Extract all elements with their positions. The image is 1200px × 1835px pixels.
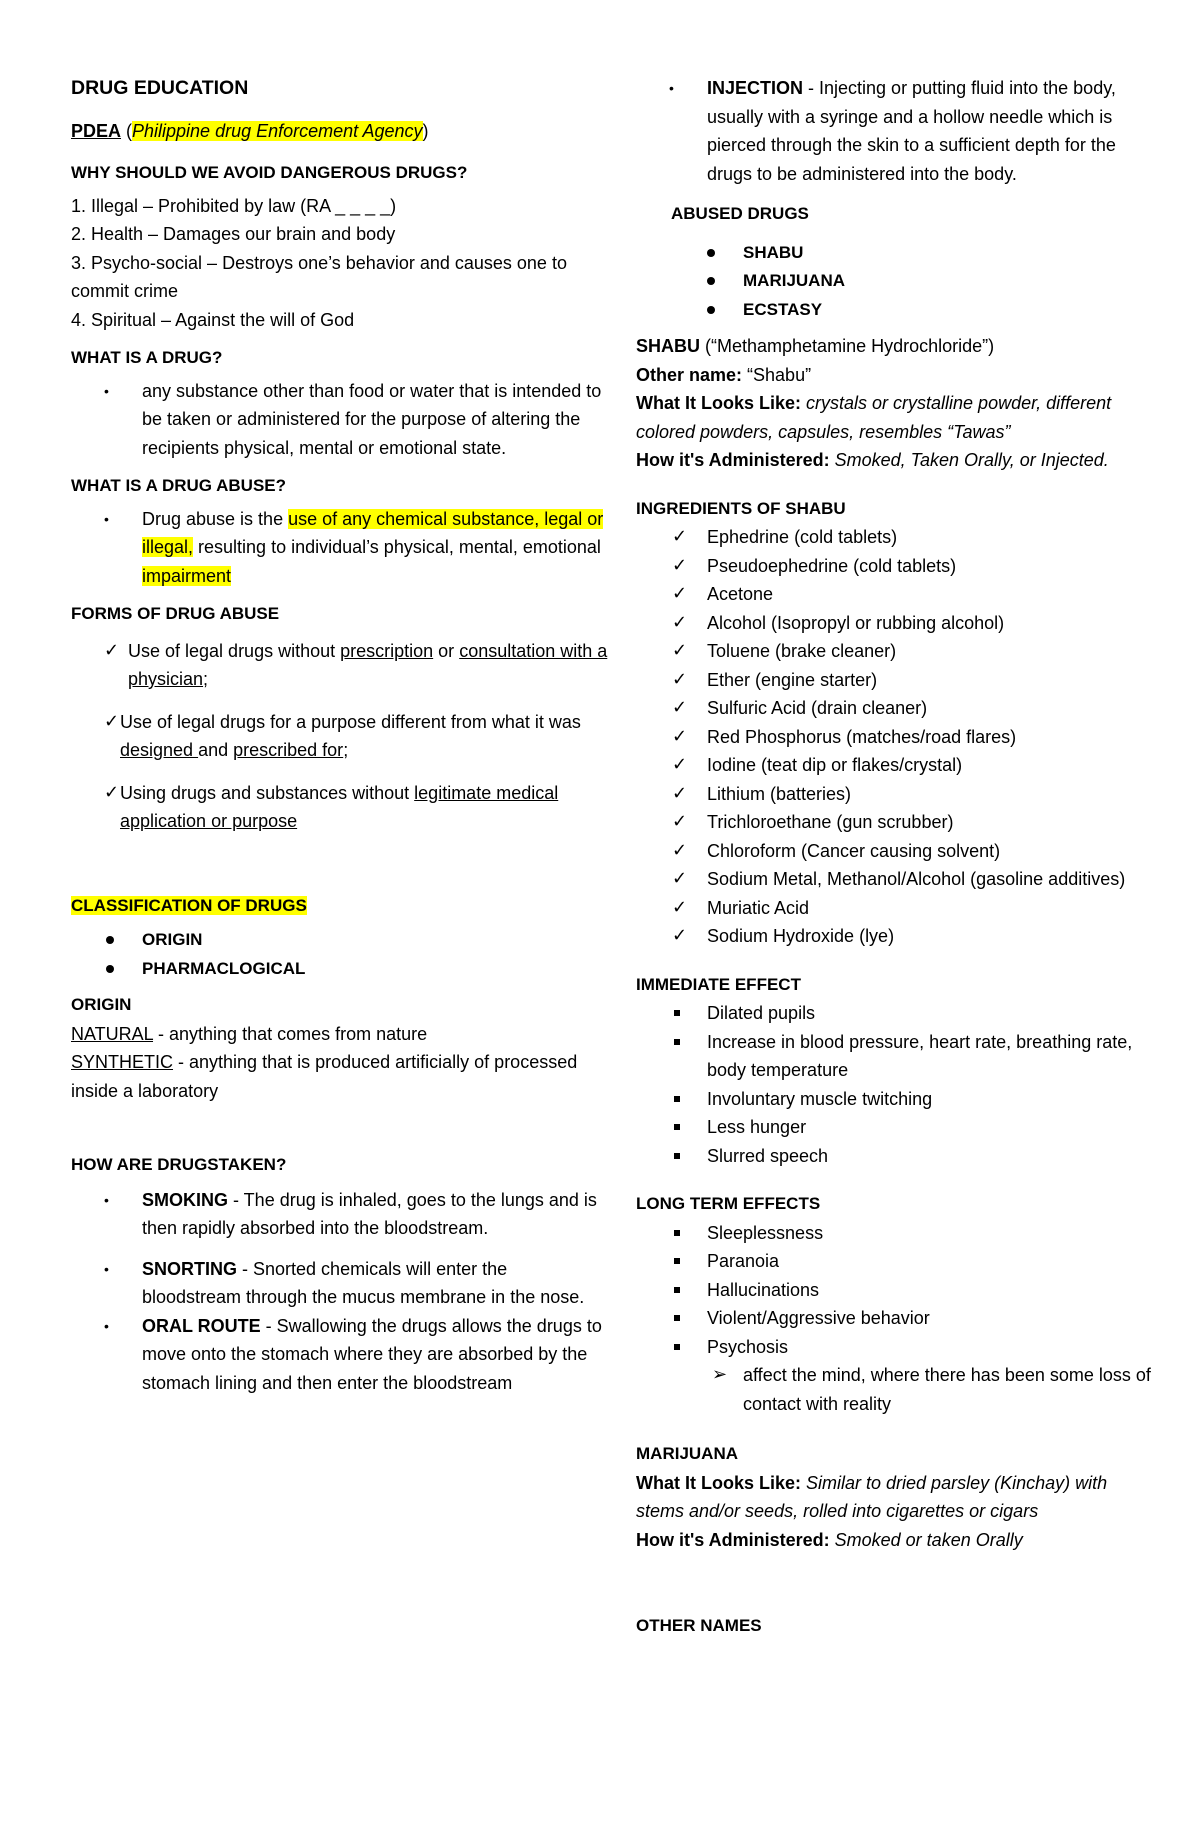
why-item: 2. Health – Damages our brain and body: [71, 224, 396, 244]
shabu-name: [636, 332, 1156, 361]
ingredient-item: ✓ Pseudoephedrine (cold tablets): [636, 552, 1156, 581]
abuse-text-1: Drug abuse is the: [142, 508, 289, 529]
synthetic-label: SYNTHETIC: [71, 1052, 174, 1072]
marijuana-looks-value: Similar to dried parsley (Kinchay) with stems and/or seeds, rolled into cigarettes or cigars: [636, 1472, 1108, 1521]
natural-label: NATURAL: [71, 1023, 154, 1044]
form-item: [71, 708, 611, 765]
classification-list: [71, 926, 611, 983]
abused-item: MARIJUANA: [672, 267, 1156, 296]
form-2-underline-1: designed: [120, 740, 199, 760]
drug-definition: • any substance other than food or water that is intended to be taken or administered for the purpose of altering the recipients physical, mental or emotional state.: [71, 377, 611, 463]
right-column: [636, 74, 1156, 1645]
ingredient-item: ✓ Alcohol (Isopropyl or rubbing alcohol): [636, 609, 1156, 638]
taken-list: [71, 1186, 611, 1398]
form-1-text-b: or: [433, 640, 460, 661]
shabu-admin-label: How it's Administered:: [636, 450, 830, 470]
ingredient-item: ✓ Sulfuric Acid (drain cleaner): [636, 694, 1156, 723]
immediate-item: Increase in blood pressure, heart rate, breathing rate, body temperature: [636, 1028, 1156, 1085]
forms-heading: FORMS OF DRUG ABUSE: [71, 604, 280, 623]
longterm-item: Violent/Aggressive behavior: [636, 1304, 1156, 1333]
classification-item: ORIGIN: [71, 926, 611, 955]
shabu-looks-label: What It Looks Like:: [636, 393, 802, 413]
ingredient-item: ✓ Toluene (brake cleaner): [636, 637, 1156, 666]
shabu-other-label: Other name:: [636, 364, 743, 385]
pdea-abbr: PDEA: [71, 120, 122, 141]
why-item: 3. Psycho-social – Destroys one’s behavior and causes one to commit crime: [71, 252, 567, 301]
immediate-list: [636, 999, 1156, 1170]
pdea-line: [71, 117, 611, 146]
longterm-list: [636, 1219, 1156, 1362]
ingredient-item: ✓ Ether (engine starter): [636, 666, 1156, 695]
pdea-close: ): [422, 120, 429, 141]
why-heading: WHY SHOULD WE AVOID DANGEROUS DRUGS?: [71, 163, 468, 182]
drug-definition-list: [71, 377, 611, 463]
marijuana-admin-value: Smoked or taken Orally: [829, 1529, 1023, 1550]
taken-item: [71, 1312, 611, 1398]
why-item: 4. Spiritual – Against the will of God: [71, 309, 355, 330]
ingredient-item: ✓ Iodine (teat dip or flakes/crystal): [636, 751, 1156, 780]
form-2-text: Use of legal drugs for a purpose different from what it was: [120, 711, 581, 732]
origin-synthetic: [71, 1048, 611, 1105]
ingredient-item: ✓ Lithium (batteries): [636, 780, 1156, 809]
form-2-underline-2: prescribed for: [233, 740, 344, 760]
marijuana-admin: [636, 1526, 1156, 1555]
abused-heading: ABUSED DRUGS: [671, 204, 809, 223]
longterm-heading: LONG TERM EFFECTS: [636, 1194, 821, 1213]
ingredient-item: ✓ Chloroform (Cancer causing solvent): [636, 837, 1156, 866]
marijuana-looks-label: What It Looks Like:: [636, 1472, 802, 1493]
shabu-admin: [636, 446, 1156, 475]
synthetic-text: - anything that is produced artificially of processed inside a laboratory: [71, 1052, 578, 1101]
taken-text: - Snorted chemicals will enter the bloodstream through the mucus membrane in the nose.: [142, 1258, 585, 1307]
ingredient-item: ✓ Red Phosphorus (matches/road flares): [636, 723, 1156, 752]
taken-label: ORAL ROUTE: [142, 1315, 261, 1336]
shabu-looks: [636, 389, 1156, 446]
longterm-item: Paranoia: [636, 1247, 1156, 1276]
injection-list: [636, 74, 1156, 188]
origin-natural: [71, 1020, 611, 1049]
classification-item: PHARMACLOGICAL: [71, 955, 611, 984]
other-names-heading: OTHER NAMES: [636, 1616, 762, 1635]
forms-list: [71, 637, 611, 836]
injection-item: [636, 74, 1156, 188]
taken-label: SNORTING: [142, 1258, 238, 1279]
why-item: 1. Illegal – Prohibited by law (RA _ _ _ _): [71, 195, 397, 216]
ingredient-item: ✓ Sodium Hydroxide (lye): [636, 922, 1156, 951]
ingredient-item: ✓ Trichloroethane (gun scrubber): [636, 808, 1156, 837]
taken-item: [71, 1186, 611, 1243]
document-title: DRUG EDUCATION: [71, 77, 249, 99]
abuse-highlight-2: impairment: [142, 565, 232, 586]
ingredient-item: ✓ Muriatic Acid: [636, 894, 1156, 923]
abuse-text-2: resulting to individual’s physical, mental, emotional: [193, 537, 601, 557]
form-2-text-c: ;: [343, 740, 349, 760]
marijuana-admin-label: How it's Administered:: [636, 1529, 830, 1550]
longterm-item: Hallucinations: [636, 1276, 1156, 1305]
ingredient-item: ✓ Acetone: [636, 580, 1156, 609]
ingredient-item: ✓ Sodium Metal, Methanol/Alcohol (gasoline additives): [636, 865, 1156, 894]
ingredients-heading: INGREDIENTS OF SHABU: [636, 498, 846, 518]
immediate-heading: IMMEDIATE EFFECT: [636, 974, 801, 994]
classification-heading: [71, 892, 611, 921]
form-3-underline: legitimate medical application or purpose: [120, 782, 559, 831]
ingredient-item: ✓ Ephedrine (cold tablets): [636, 523, 1156, 552]
origin-heading: ORIGIN: [71, 995, 132, 1014]
shabu-other-name: [636, 361, 1156, 390]
immediate-item: Dilated pupils: [636, 999, 1156, 1028]
immediate-item: Less hunger: [636, 1113, 1156, 1142]
abused-item: SHABU: [672, 239, 1156, 268]
form-item: [71, 637, 611, 694]
marijuana-looks: [636, 1469, 1156, 1526]
immediate-item: Slurred speech: [636, 1142, 1156, 1171]
shabu-looks-value: crystals or crystalline powder, different colored powders, capsules, resembles “Tawas”: [636, 393, 1112, 442]
taken-item: [71, 1255, 611, 1312]
longterm-item: Sleeplessness: [636, 1219, 1156, 1248]
pdea-open: (: [121, 120, 133, 141]
taken-text: - The drug is inhaled, goes to the lungs and is then rapidly absorbed into the bloodstream.: [142, 1189, 597, 1238]
taken-text: - Swallowing the drugs allows the drugs to move onto the stomach where they are absorbed by the stomach lining and then enter the bloodstream: [142, 1315, 602, 1393]
abused-list: [636, 239, 1156, 325]
taken-heading: HOW ARE DRUGSTAKEN?: [71, 1155, 287, 1174]
shabu-label: SHABU: [636, 336, 701, 356]
form-3-text: Using drugs and substances without: [120, 782, 415, 803]
abuse-definition: [71, 505, 611, 591]
psychosis-subitem: ➢ affect the mind, where there has been some loss of contact with reality: [636, 1361, 1156, 1418]
abuse-definition-list: [71, 505, 611, 591]
immediate-item: Involuntary muscle twitching: [636, 1085, 1156, 1114]
left-column: [71, 74, 611, 1397]
injection-label: INJECTION: [707, 78, 804, 98]
form-2-text-b: and: [198, 740, 234, 760]
pdea-full-name: Philippine drug Enforcement Agency: [132, 120, 423, 141]
abuse-heading: WHAT IS A DRUG ABUSE?: [71, 476, 287, 495]
form-1-text: Use of legal drugs without: [128, 640, 341, 661]
form-1-underline-2: consultation with a physician: [128, 640, 608, 689]
injection-text: - Injecting or putting fluid into the body, usually with a syringe and a hollow needle which is pierced through the skin to a sufficient depth for the drugs to be administered into the body.: [707, 78, 1116, 184]
shabu-other-value: “Shabu”: [742, 364, 812, 385]
form-1-underline-1: prescription: [340, 640, 434, 661]
classification-heading-text: CLASSIFICATION OF DRUGS: [71, 895, 307, 915]
form-item: [71, 779, 611, 836]
taken-label: SMOKING: [142, 1189, 229, 1210]
form-1-text-c: ;: [203, 669, 209, 689]
abused-item: ECSTASY: [672, 296, 1156, 325]
longterm-item: Psychosis: [636, 1333, 1156, 1362]
drug-heading: WHAT IS A DRUG?: [71, 348, 223, 367]
natural-text: - anything that comes from nature: [153, 1023, 428, 1044]
abuse-highlight-1: use of any chemical substance, legal or illegal,: [142, 508, 604, 557]
shabu-chemical: (“Methamphetamine Hydrochloride”): [700, 336, 995, 356]
shabu-admin-value: Smoked, Taken Orally, or Injected.: [829, 450, 1109, 470]
ingredients-list: [636, 523, 1156, 951]
marijuana-heading: MARIJUANA: [636, 1444, 738, 1463]
